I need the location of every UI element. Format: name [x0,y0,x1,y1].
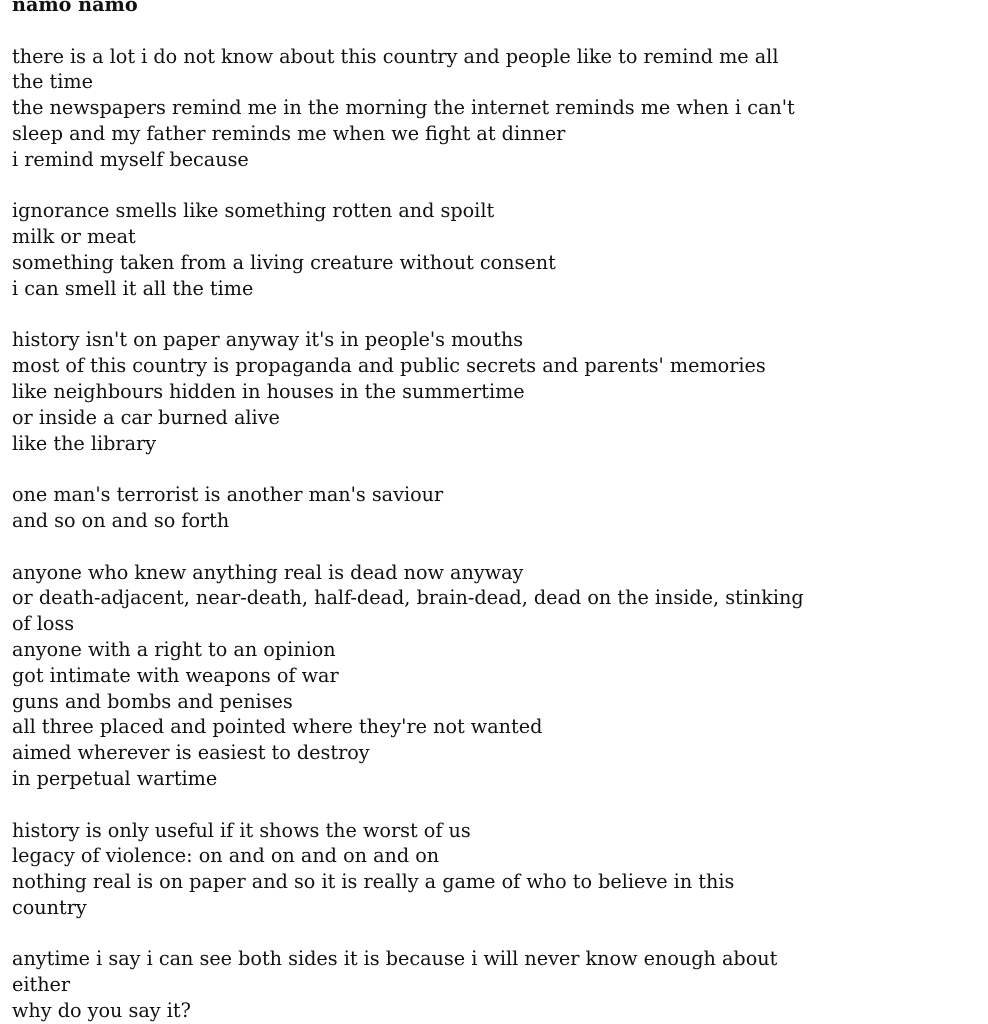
poem-line: ignorance smells like something rotten and spoilt [12,199,495,223]
poem-line [12,456,972,482]
poem-line: or death-adjacent, near-death, half-dead, brain-dead, dead on the inside, stinking [12,586,804,610]
poem-line: anytime i say i can see both sides it is because i will never know enough about [12,947,778,971]
poem-line [12,792,972,818]
poem-line: most of this country is propaganda and public secrets and parents' memories [12,354,766,378]
poem-line [12,921,972,947]
poem-line: there is a lot i do not know about this country and people like to remind me all [12,44,779,68]
poem-document [12,0,972,1024]
poem-line: milk or meat [12,225,136,249]
poem-line: aimed wherever is easiest to destroy [12,741,370,765]
poem-line: got intimate with weapons of war [12,663,339,687]
poem-line: i remind myself because [12,147,249,171]
poem-line: sleep and my father reminds me when we fight at dinner [12,121,566,145]
poem-line: the time [12,70,93,94]
poem-line: something taken from a living creature without consent [12,250,556,274]
poem-line [12,18,972,44]
poem-line: of loss [12,612,75,636]
poem-line: why do you say it? [12,999,191,1023]
poem-line: i can smell it all the time [12,276,254,300]
poem-line: in perpetual wartime [12,766,218,790]
poem-line: like the library [12,431,157,455]
poem-line: history is only useful if it shows the worst of us [12,818,471,842]
poem-line: like neighbours hidden in houses in the summertime [12,379,525,403]
poem-line [12,302,972,328]
poem-line: or inside a car burned alive [12,405,280,429]
poem-line: legacy of violence: on and on and on and on [12,844,440,868]
poem-line: country [12,895,87,919]
poem-line: history isn't on paper anyway it's in people's mouths [12,328,524,352]
poem-line: either [12,973,71,997]
poem-line: anyone with a right to an opinion [12,637,336,661]
poem-line: the newspapers remind me in the morning the internet reminds me when i can't [12,96,795,120]
poem-line [12,534,972,560]
poem-line: nothing real is on paper and so it is really a game of who to believe in this [12,870,735,894]
poem-line: one man's terrorist is another man's saviour [12,483,444,507]
poem-title: namo namo [12,0,138,16]
poem-line [12,173,972,199]
poem-line: anyone who knew anything real is dead now anyway [12,560,524,584]
poem-body [12,18,972,1024]
poem-line: guns and bombs and penises [12,689,293,713]
poem-line: all three placed and pointed where they're not wanted [12,715,543,739]
poem-line: and so on and so forth [12,508,230,532]
